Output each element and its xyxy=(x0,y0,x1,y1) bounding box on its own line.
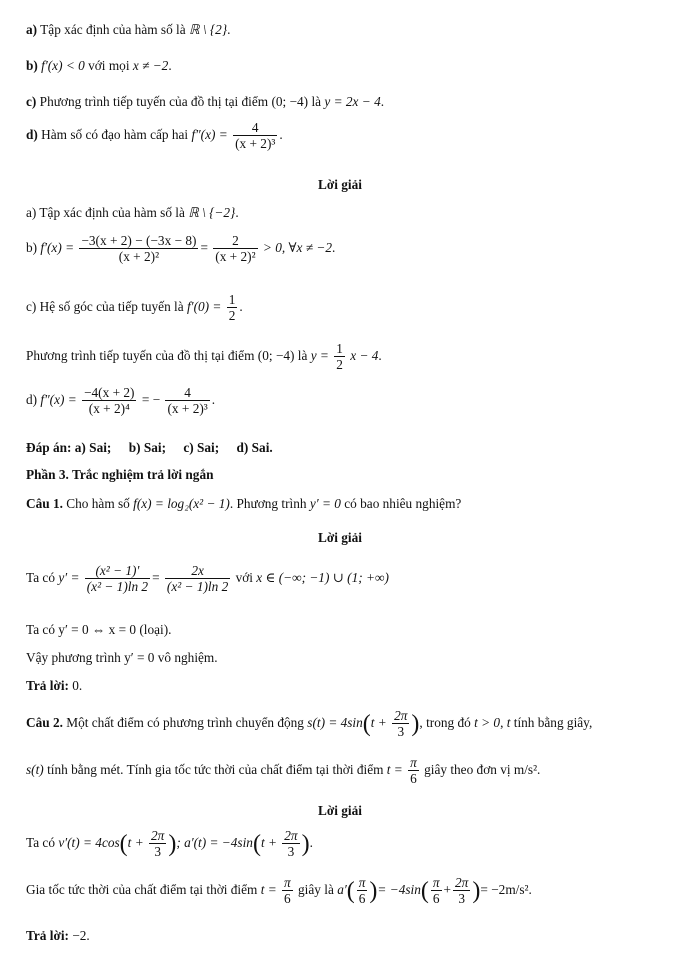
q2-s2-fraction-t xyxy=(282,875,293,907)
q1-text3: có bao nhiêu nghiệm? xyxy=(344,496,462,511)
statement-a-label: a) xyxy=(26,22,38,37)
statement-b: b) f′(x) < 0 với mọi x ≠ −2. xyxy=(26,58,172,73)
q2-s-den: 3 xyxy=(397,724,405,740)
solution-a-text: a) Tập xác định của hàm số là xyxy=(26,205,185,220)
q2-s2-fraction-2 xyxy=(453,875,470,907)
solution-tangent-lhs: y = xyxy=(310,347,329,363)
solution-d-fraction-2 xyxy=(165,385,209,417)
q1-statement xyxy=(26,496,461,512)
statement-c-la: là xyxy=(311,94,322,109)
statement-d-text: Hàm số có đạo hàm cấp hai xyxy=(41,126,189,142)
q1-l1-num1: (x² − 1)′ xyxy=(85,563,150,579)
q1-solution-heading: Lời giải xyxy=(318,530,362,545)
q1-text2: . Phương trình xyxy=(229,496,307,511)
q2-s2-f2-num: 2π xyxy=(455,875,469,890)
solution-c-num: 1 xyxy=(228,292,236,307)
solution-c-den: 2 xyxy=(228,308,236,324)
solution-b: b) f′(x) = $\frac{-3(x + 2) - (-3x - 8)}{\text{(x + 2)²}}$ = $\frac{2}{\text{(x + 2)²}}$ > 0, ∀x ≠ −2. xyxy=(26,233,336,265)
q2-s-num: 2π xyxy=(394,708,408,723)
q2-l2-tail: giây theo đơn vị m/s². xyxy=(424,761,541,777)
answer-key-a: a) Sai; xyxy=(74,440,112,455)
q1-solution-line3: Vậy phương trình y′ = 0 vô nghiệm. xyxy=(26,650,218,665)
q2-s1-a: ; a′(t) = −4sin xyxy=(176,834,253,850)
q2-l2-fraction xyxy=(408,755,419,787)
solution-c-lhs: f′(0) = xyxy=(186,298,222,314)
q2-l2-den: 6 xyxy=(410,771,417,787)
statement-b-label: b) xyxy=(26,58,38,73)
answer-key-label: Đáp án: xyxy=(26,440,72,455)
q1-l1-fraction-1 xyxy=(85,563,150,595)
statement-c: c) Phương trình tiếp tuyến của đồ thị tại điểm (0; −4) là y = 2x − 4. xyxy=(26,94,385,109)
solution-b-lhs: f′(x) = xyxy=(40,239,75,255)
answer-key-c: c) Sai; xyxy=(183,440,220,455)
solution-d: d) f″(x) = $\frac{-4(x + 2)}{\text{(x + 2)⁴}}$ = − $\frac{4}{\text{(x + 2)³}}$ . xyxy=(26,385,216,417)
q2-s2-arg-num: π xyxy=(358,875,366,890)
part3-title: Phần 3. Trắc nghiệm trả lời ngắn xyxy=(26,467,214,482)
q1-text1: Cho hàm số xyxy=(66,496,130,511)
q2-s-fraction xyxy=(392,708,409,740)
q2-text1: Một chất điểm có phương trình chuyển động xyxy=(66,714,304,730)
q2-l2-num: π xyxy=(410,755,417,770)
q1-answer-label: Trả lời: xyxy=(26,678,69,693)
statement-c-eq: y = 2x − 4 xyxy=(324,94,381,109)
solution-heading: Lời giải xyxy=(318,177,362,192)
q1-func: f(x) = log₂(x² − 1) xyxy=(133,496,230,511)
q2-text2: , trong đó xyxy=(419,714,471,730)
q1-l1-with: với xyxy=(235,569,253,585)
q2-solution-line2: Gia tốc tức thời của chất điểm tại thời điểm t = $\frac{\pi}{6}$ giây là a′( $\frac{\pi}{6}$ )= −4sin( $\frac{\pi}{6}$ + $\frac{2\pi}{3}$ )= −2m/s². xyxy=(26,875,532,907)
q1-l1-domain: x ∈ (−∞; −1) ∪ (1; +∞) xyxy=(256,569,389,585)
q1-l1-den1: (x² − 1)ln 2 xyxy=(86,579,149,595)
solution-tangent-num: 1 xyxy=(336,341,343,356)
q2-t-var: t xyxy=(506,714,511,730)
solution-b-label: b) xyxy=(26,239,38,255)
solution-tangent-den: 2 xyxy=(336,357,343,373)
q2-s2-a: a′ xyxy=(337,881,347,897)
q1-answer xyxy=(26,678,82,694)
q2-s2-f2-den: 3 xyxy=(458,891,466,907)
q2-s2-fraction-arg xyxy=(357,875,368,907)
solution-tangent-text: Phương trình tiếp tuyến của đồ thị tại điểm xyxy=(26,347,255,363)
q2-answer-label: Trả lời: xyxy=(26,928,69,943)
solution-tangent-point: (0; −4) xyxy=(257,347,295,363)
solution-c-fraction xyxy=(227,292,238,324)
q2-s2-f1-num: π xyxy=(432,875,440,890)
statement-d-label: d) xyxy=(26,126,38,142)
solution-tangent-la: là xyxy=(297,347,308,363)
solution-d-den1: (x + 2)⁴ xyxy=(88,401,130,417)
statement-c-text: Phương trình tiếp tuyến của đồ thị tại điểm xyxy=(39,94,269,109)
solution-c-text: c) Hệ số góc của tiếp tuyến là xyxy=(26,298,184,314)
q1-solution-line1: Ta có y′ = $\frac{\text{(x² − 1)′}}{\text{(x² − 1)ln 2}}$ = $\frac{2x}{\text{(x² − 1)ln 2}}$ với x ∈ (−∞; −1) ∪ (1; +∞) xyxy=(26,563,389,595)
q2-s1-den: 3 xyxy=(154,844,161,860)
statement-c-point: (0; −4) xyxy=(271,94,309,109)
q2-s2-eq: = −4sin xyxy=(377,881,421,897)
q2-s2-f1-den: 6 xyxy=(432,891,440,907)
solution-d-num1: −4(x + 2) xyxy=(84,385,135,400)
solution-tangent: Phương trình tiếp tuyến của đồ thị tại điểm (0; −4) là y = $\frac{1}{2}$ x − 4. xyxy=(26,341,382,373)
q2-s2-den: 6 xyxy=(284,891,291,907)
q1-l1-lhs: y′ = xyxy=(58,569,80,585)
solution-d-den2: (x + 2)³ xyxy=(167,401,208,417)
answer-key-b: b) Sai; xyxy=(128,440,167,455)
solution-tangent-fraction xyxy=(334,341,345,373)
q1-l1-fraction-2 xyxy=(165,563,230,595)
q2-s2-la: giây là xyxy=(298,881,334,897)
answer-key-d: d) Sai. xyxy=(236,440,273,455)
q2-s1-den2: 3 xyxy=(287,844,295,860)
q2-cond: t > 0 xyxy=(474,714,501,730)
solution-d-label: d) xyxy=(26,391,38,407)
q1-solution-line2: Ta có y′ = 0 ⇔ x = 0 (loại). xyxy=(26,622,172,637)
statement-d-lhs: f″(x) = xyxy=(191,126,228,142)
solution-b-fraction-2 xyxy=(213,233,257,265)
q2-s1-num: 2π xyxy=(151,828,165,843)
solution-b-den1: (x + 2)² xyxy=(118,249,160,265)
statement-d-fraction xyxy=(233,120,277,152)
q2-label: Câu 2. xyxy=(26,714,63,730)
solution-b-den2: (x + 2)² xyxy=(215,249,256,265)
q1-answer-value: 0. xyxy=(72,678,83,693)
q2-l2-t: t = xyxy=(386,761,403,777)
q1-l1-pre: Ta có xyxy=(26,569,55,585)
solution-a-math: ℝ \ {−2} xyxy=(188,205,236,220)
statement-a-math: ℝ \ {2} xyxy=(188,22,228,37)
q2-s1-fraction-2 xyxy=(282,828,299,860)
q2-s1-num2: 2π xyxy=(284,828,298,843)
statement-c-label: c) xyxy=(26,94,37,109)
q2-s-lhs: s(t) = 4sin xyxy=(307,714,363,730)
q2-statement-line1: Câu 2. Một chất điểm có phương trình chuyển động s(t) = 4sin(t + $\frac{2\pi}{3}$ ), trong đó t > 0, t tính bằng giây, xyxy=(26,708,593,740)
q1-l1-den2: (x² − 1)ln 2 xyxy=(166,579,229,595)
q2-answer xyxy=(26,928,90,944)
statement-b-text: với mọi xyxy=(88,58,130,73)
statement-d: d) Hàm số có đạo hàm cấp hai f″(x) = $\frac{4}{\text{(x + 2)³}}$ . xyxy=(26,120,283,152)
solution-tangent-tail: x − 4 xyxy=(350,347,379,363)
solution-d-mid: = − xyxy=(141,391,161,407)
answer-key xyxy=(26,440,273,456)
q1-l1-num2: 2x xyxy=(165,563,230,579)
statement-b-math: f′(x) < 0 xyxy=(41,58,85,73)
q2-text4: tính bằng giây, xyxy=(513,714,593,730)
solution-b-tail: > 0, ∀x ≠ −2 xyxy=(262,239,332,255)
q2-solution-heading: Lời giải xyxy=(318,803,362,818)
q2-s1-fraction-1 xyxy=(149,828,166,860)
q2-s2-arg-den: 6 xyxy=(358,891,366,907)
q2-solution-line1: Ta có v′(t) = 4cos(t + $\frac{2\pi}{3}$ ); a′(t) = −4sin(t + $\frac{2\pi}{3}$ ). xyxy=(26,828,313,860)
solution-a: a) Tập xác định của hàm số là ℝ \ {−2}. xyxy=(26,205,239,220)
q2-text3: , xyxy=(500,714,504,730)
q2-answer-value: −2. xyxy=(72,928,90,943)
q2-s2-text: Gia tốc tức thời của chất điểm tại thời điểm xyxy=(26,881,258,897)
q1-eq: y′ = 0 xyxy=(309,496,341,511)
solution-c: c) Hệ số góc của tiếp tuyến là f′(0) = $\frac{1}{2}$ . xyxy=(26,292,243,324)
q2-s2-t: t = xyxy=(260,881,277,897)
statement-a-text: Tập xác định của hàm số là xyxy=(40,22,186,37)
solution-b-fraction-1 xyxy=(79,233,198,265)
q2-l2-text: tính bằng mét. Tính gia tốc tức thời của chất điểm tại thời điểm xyxy=(47,761,384,777)
statement-d-den: (x + 2)³ xyxy=(235,136,276,152)
q2-s2-result: = −2m/s². xyxy=(480,881,532,897)
solution-b-num1: −3(x + 2) − (−3x − 8) xyxy=(81,233,197,248)
statement-b-cond: x ≠ −2 xyxy=(132,58,169,73)
q2-statement-line2 xyxy=(26,755,540,787)
q1-label: Câu 1. xyxy=(26,496,63,511)
solution-d-fraction-1 xyxy=(82,385,136,417)
solution-d-num2: 4 xyxy=(165,385,209,401)
solution-d-lhs: f″(x) = xyxy=(40,391,77,407)
q2-s2-num: π xyxy=(284,875,291,890)
q2-l2-s: s(t) xyxy=(26,761,44,777)
q2-s1-pre: Ta có xyxy=(26,834,55,850)
q2-s-arg: t + xyxy=(370,714,387,730)
solution-b-num2: 2 xyxy=(213,233,257,249)
statement-d-num: 4 xyxy=(233,120,277,136)
statement-a: a) Tập xác định của hàm số là ℝ \ {2}. xyxy=(26,22,231,37)
q2-s2-fraction-1 xyxy=(431,875,442,907)
q2-s1-v: v′(t) = 4cos xyxy=(58,834,120,850)
